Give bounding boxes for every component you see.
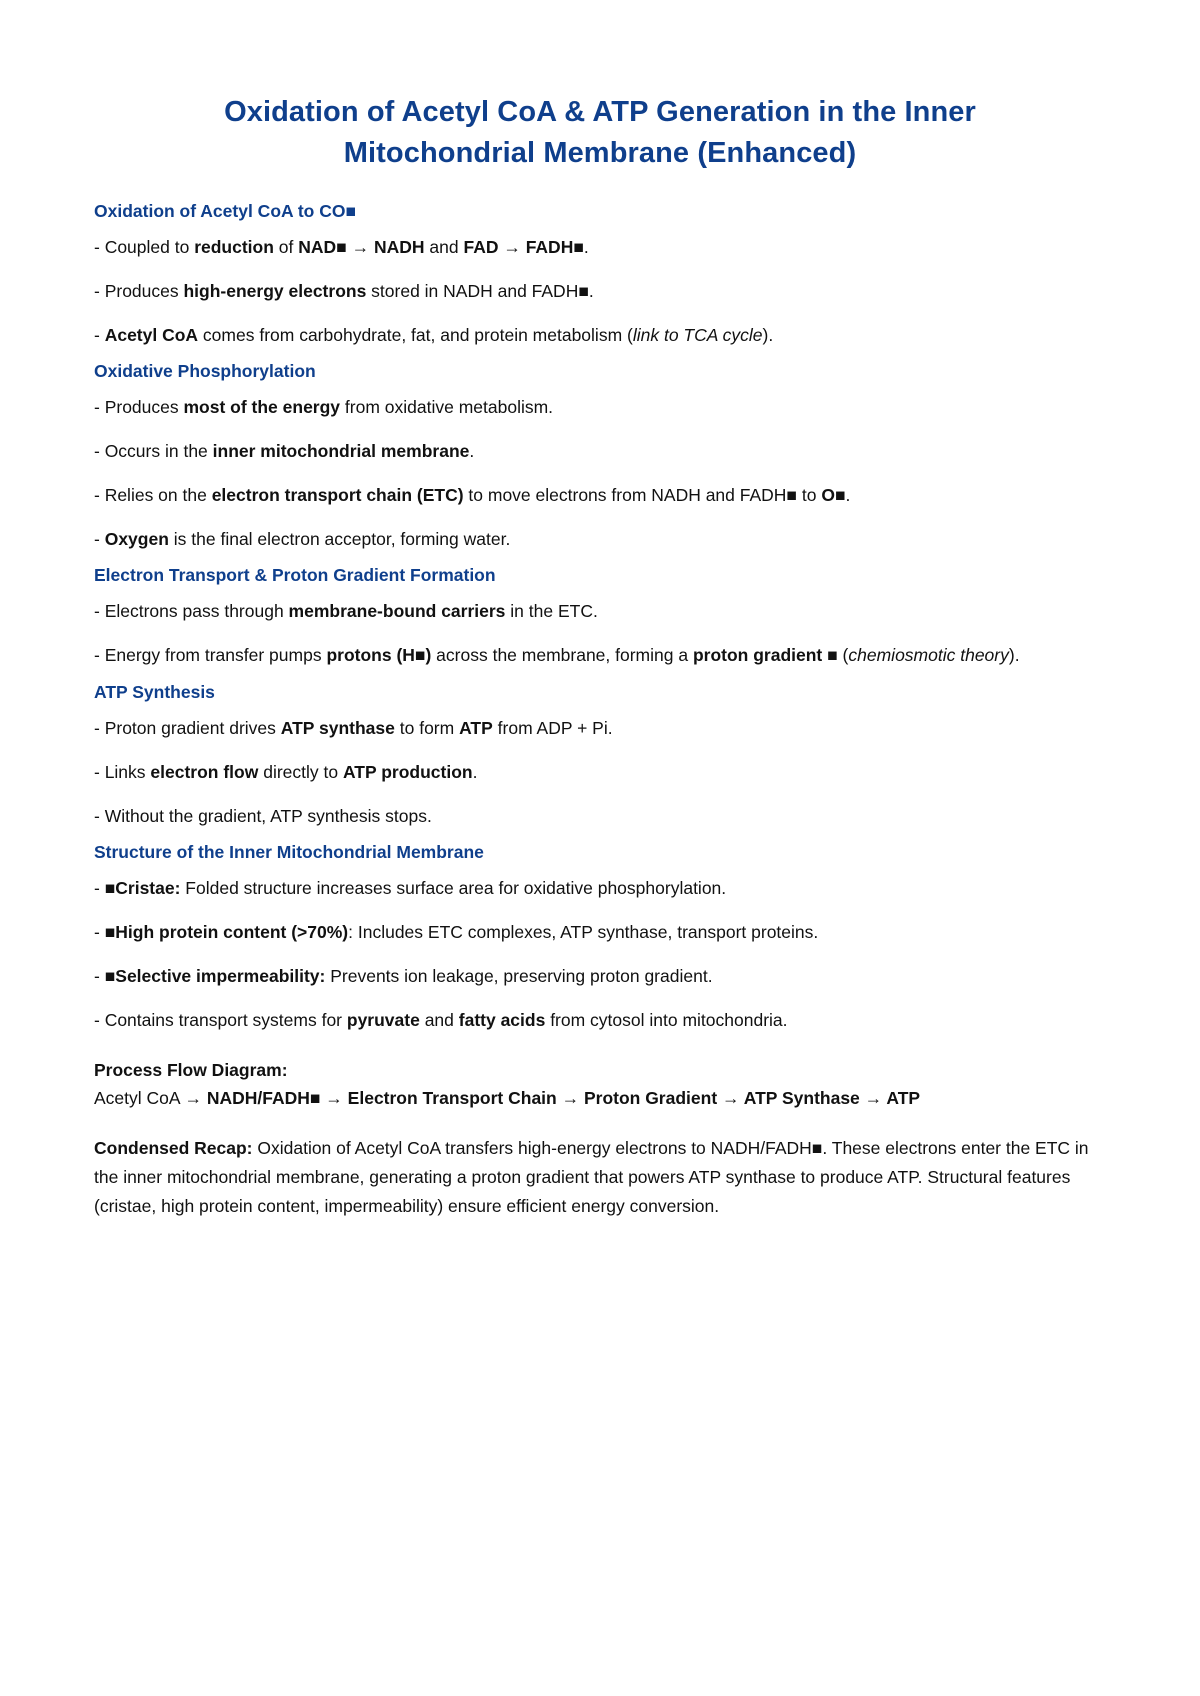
list-item	[94, 714, 1106, 742]
item-bold: ATP production	[342, 762, 473, 782]
list-item	[94, 481, 1106, 509]
list-item	[94, 393, 1106, 421]
list-item	[94, 962, 1106, 990]
list-item	[94, 758, 1106, 786]
item-text: - Produces	[94, 281, 184, 301]
flow-steps: NADH/FADH■ → Electron Transport Chain → Proton Gradient → ATP Synthase → ATP	[206, 1088, 921, 1108]
item-text: -	[94, 325, 105, 345]
item-text: : Includes ETC complexes, ATP synthase, transport proteins.	[348, 922, 819, 942]
title-line-2: Mitochondrial Membrane (Enhanced)	[343, 137, 857, 169]
item-text: (	[837, 645, 849, 665]
item-text: to move electrons from NADH and FADH■ to	[463, 485, 822, 505]
recap-text: Oxidation of Acetyl CoA transfers high-energy electrons to NADH/FADH■. These electrons enter the ETC in the inner mitochondrial membrane, generating a proton gradient that powers ATP synthase to produce ATP. Structural features (cristae, high protein content, impermeability) ensure efficient energy conversion.	[94, 1138, 1089, 1216]
item-bold: Selective impermeability:	[115, 966, 326, 986]
item-bold: High protein content (>70%)	[115, 922, 349, 942]
list-item	[94, 641, 1106, 670]
item-text: - ■	[94, 966, 116, 986]
process-flow-label: Process Flow Diagram:	[94, 1060, 288, 1080]
item-bold: electron transport chain (ETC)	[211, 485, 464, 505]
item-bold: Acetyl CoA	[104, 325, 199, 345]
item-bold: inner mitochondrial membrane	[212, 441, 470, 461]
item-bold: pyruvate	[346, 1010, 420, 1030]
item-text: Prevents ion leakage, preserving proton gradient.	[325, 966, 713, 986]
item-text: - Produces	[94, 397, 184, 417]
item-bold: proton gradient ■	[692, 645, 838, 665]
item-bold: Oxygen	[104, 529, 169, 549]
item-text: - Energy from transfer pumps	[94, 645, 327, 665]
item-bold: NAD■ → NADH	[298, 237, 425, 257]
list-item	[94, 437, 1106, 465]
item-italic: chemiosmotic theory	[848, 645, 1009, 665]
item-text: directly to	[258, 762, 343, 782]
flow-start: Acetyl CoA →	[94, 1088, 207, 1108]
item-text: .	[583, 237, 589, 257]
item-text: .	[845, 485, 851, 505]
item-text: to form	[394, 718, 460, 738]
list-item	[94, 233, 1106, 261]
item-bold: electron flow	[150, 762, 259, 782]
item-text: ).	[1008, 645, 1020, 665]
title-line-1: Oxidation of Acetyl CoA & ATP Generation in the Inner	[224, 96, 976, 128]
item-text: - Proton gradient drives	[94, 718, 281, 738]
section-heading: Oxidative Phosphorylation	[94, 361, 316, 381]
section-acetyl-coa-oxidation	[94, 199, 1106, 349]
item-text: Folded structure increases surface area for oxidative phosphorylation.	[180, 878, 727, 898]
item-text: - Coupled to	[94, 237, 195, 257]
recap-label: Condensed Recap:	[94, 1138, 253, 1158]
list-item	[94, 597, 1106, 625]
item-bold: membrane-bound carriers	[288, 601, 506, 621]
section-heading: Structure of the Inner Mitochondrial Membrane	[94, 842, 484, 862]
item-bold: protons (H■)	[326, 645, 432, 665]
item-bold: fatty acids	[458, 1010, 546, 1030]
item-text: across the membrane, forming a	[431, 645, 693, 665]
list-item	[94, 918, 1106, 946]
condensed-recap	[94, 1134, 1106, 1221]
item-text: - Contains transport systems for	[94, 1010, 347, 1030]
item-text: and	[419, 1010, 459, 1030]
document-title	[94, 92, 1106, 174]
list-item	[94, 1006, 1106, 1034]
item-text: - Links	[94, 762, 151, 782]
item-text: comes from carbohydrate, fat, and protein metabolism (	[198, 325, 633, 345]
item-text: - Without the gradient, ATP synthesis stops.	[94, 806, 432, 826]
document-page	[94, 92, 1106, 1221]
item-text: stored in NADH and FADH■.	[366, 281, 594, 301]
item-bold: ATP	[459, 718, 493, 738]
list-item	[94, 802, 1106, 830]
item-text: in the ETC.	[505, 601, 598, 621]
item-text: .	[472, 762, 478, 782]
list-item	[94, 874, 1106, 902]
item-text: is the final electron acceptor, forming water.	[168, 529, 511, 549]
item-text: from cytosol into mitochondria.	[545, 1010, 788, 1030]
list-item	[94, 277, 1106, 305]
section-membrane-structure	[94, 840, 1106, 1034]
item-text: ).	[762, 325, 774, 345]
section-electron-transport	[94, 563, 1106, 670]
item-bold: ATP synthase	[280, 718, 395, 738]
item-text: .	[469, 441, 475, 461]
item-text: from oxidative metabolism.	[340, 397, 554, 417]
item-text: of	[273, 237, 299, 257]
section-heading: Oxidation of Acetyl CoA to CO■	[94, 201, 357, 221]
item-bold: FAD → FADH■	[463, 237, 584, 257]
item-text: - Occurs in the	[94, 441, 213, 461]
section-oxidative-phosphorylation	[94, 359, 1106, 553]
item-text: from ADP + Pi.	[492, 718, 613, 738]
item-bold: Cristae:	[115, 878, 181, 898]
section-atp-synthesis	[94, 680, 1106, 830]
list-item	[94, 525, 1106, 553]
item-text: and	[424, 237, 464, 257]
item-text: - Electrons pass through	[94, 601, 289, 621]
item-bold: most of the energy	[183, 397, 341, 417]
item-text: - ■	[94, 878, 116, 898]
item-text: - ■	[94, 922, 116, 942]
process-flow-line	[94, 1084, 1106, 1112]
section-heading: ATP Synthesis	[94, 682, 215, 702]
item-text: -	[94, 529, 105, 549]
item-bold: high-energy electrons	[183, 281, 367, 301]
item-bold: O■	[821, 485, 846, 505]
item-text: - Relies on the	[94, 485, 212, 505]
section-heading: Electron Transport & Proton Gradient Formation	[94, 565, 496, 585]
item-bold: reduction	[194, 237, 274, 257]
item-italic: link to TCA cycle	[632, 325, 763, 345]
list-item	[94, 321, 1106, 349]
